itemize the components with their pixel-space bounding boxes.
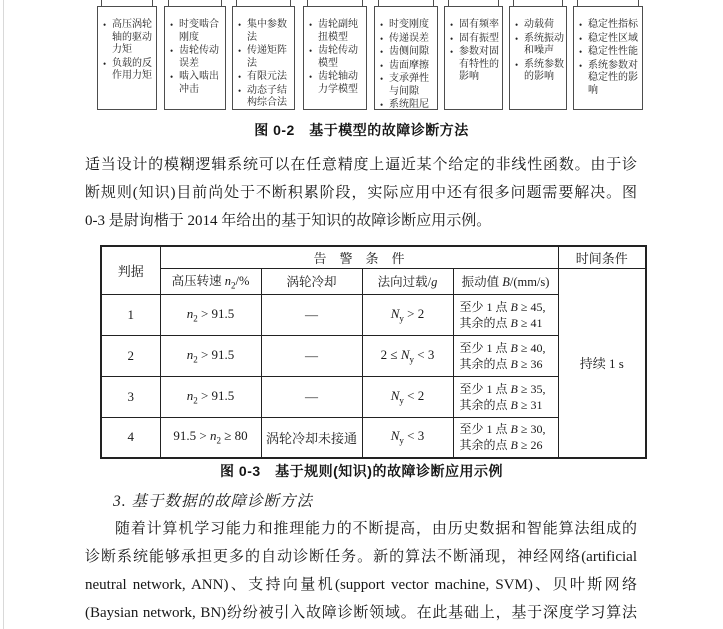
diagram-item: • 系统参数的影响 (515, 59, 565, 84)
subheader-speed: 高压转速 $n_2/\%$ (160, 268, 261, 294)
diagram-item: • 系统参数对稳定性的影响 (579, 60, 641, 98)
header-criterion: 判据 (101, 246, 160, 294)
diagram-box-list (98, 7, 156, 83)
diagram-item: • 齿轮轴动力学模型 (309, 71, 365, 96)
figure-caption-0-3: 图 0-3 基于规则(知识)的故障诊断应用示例 (220, 463, 503, 479)
diagram-item: • 系统阻尼 (380, 99, 436, 112)
diagram-box-list (233, 7, 294, 110)
text-line: 随着计算机学习能力和推理能力的不断提高，由历史数据和智能算法组成的 (115, 521, 637, 537)
text-line: 0-3 是尉询楷于 2014 年给出的基于知识的故障诊断应用示例。 (85, 213, 492, 229)
diagram-item: • 传递矩阵法 (238, 45, 293, 70)
diagram-box-list (375, 7, 437, 112)
cell-speed: $91.5 > n_2 \ge 80$ (160, 417, 261, 458)
diagram-item: • 负载的反作用力矩 (103, 58, 155, 83)
diagram-box-parameters (374, 6, 438, 110)
diagram-item: • 齿轮副纯扭模型 (309, 19, 365, 44)
cell-cooling: 涡轮冷却未接通 (261, 417, 362, 458)
cell-criterion: 3 (101, 376, 160, 417)
diagram-item: • 稳定性指标 (579, 19, 641, 32)
cell-vibration: 至少 1 点 B ≥ 30, 其余的点 B ≥ 26 (453, 417, 558, 458)
diagram-box-list (445, 7, 502, 84)
cell-cooling: — (261, 335, 362, 376)
cell-criterion: 1 (101, 294, 160, 335)
diagram-item: • 时变啮合刚度 (170, 19, 224, 44)
diagram-box-methods (232, 6, 295, 110)
cell-duration: 持续 1 s (558, 268, 646, 458)
header-alarm-conditions: 告 警 条 件 (160, 246, 558, 268)
diagram-item: • 齿轮传动模型 (309, 45, 365, 70)
diagram-box-list (574, 7, 642, 97)
figure-caption-0-2: 图 0-2 基于模型的故障诊断方法 (254, 122, 469, 138)
diagram-box-list (510, 7, 566, 84)
diagram-item: • 时变刚度 (380, 19, 436, 32)
cell-cooling: — (261, 294, 362, 335)
paragraph-data-driven (85, 515, 637, 627)
diagram-item: • 动载荷 (515, 19, 565, 32)
cell-speed: $n_2 > 91.5$ (160, 294, 261, 335)
diagram-item: • 有限元法 (238, 71, 293, 84)
diagram-box-mesh-stiffness (164, 6, 226, 110)
text-line: 适当设计的模糊逻辑系统可以在任意精度上逼近某个给定的非线性函数。由于诊 (85, 157, 637, 173)
diagram-item: • 动态子结构综合法 (238, 85, 293, 110)
cell-criterion: 2 (101, 335, 160, 376)
diagram-item: • 齿轮传动误差 (170, 45, 224, 70)
header-time-condition: 时间条件 (558, 246, 646, 268)
diagram-box-gear-models (303, 6, 367, 110)
diagram-box-excitation-torque (97, 6, 157, 110)
diagram-item: • 传递误差 (380, 33, 436, 46)
cell-speed: $n_2 > 91.5$ (160, 376, 261, 417)
diagram-item: • 固有振型 (450, 33, 501, 46)
subheader-load: 法向过载/g (362, 268, 453, 294)
subheader-cooling: 涡轮冷却 (261, 268, 362, 294)
diagram-box-dynamic-load (509, 6, 567, 110)
cell-load: $2 \le N_y < 3$ (362, 335, 453, 376)
diagram-item: • 支承弹性与间隙 (380, 73, 436, 98)
diagram-item: • 稳定性性能 (579, 46, 641, 59)
diagram-item: • 系统振动和噪声 (515, 33, 565, 58)
diagram-item: • 高压涡轮轴的驱动力矩 (103, 19, 155, 57)
cell-load: $N_y < 2$ (362, 376, 453, 417)
diagram-item: • 齿面摩擦 (380, 60, 436, 73)
diagram-item: • 固有频率 (450, 19, 501, 32)
text-line: neutral network, ANN)、支持向量机(support vector machine, SVM)、贝叶斯网络 (85, 577, 637, 593)
diagram-box-stability (573, 6, 643, 110)
text-line: 诊断系统能够承担更多的自动诊断任务。新的算法不断涌现，神经网络(artificial (85, 549, 637, 565)
diagram-box-natural-characteristics (444, 6, 503, 110)
cell-vibration: 至少 1 点 B ≥ 35, 其余的点 B ≥ 31 (453, 376, 558, 417)
cell-load: $N_y < 3$ (362, 417, 453, 458)
text-line: (Baysian network, BN)纷纷被引入故障诊断领域。在此基础上，基于深度学习算法 (85, 605, 637, 621)
section-heading: 3. 基于数据的故障诊断方法 (113, 493, 314, 510)
paragraph-fuzzy-logic (85, 151, 637, 235)
cell-vibration: 至少 1 点 B ≥ 45, 其余的点 B ≥ 41 (453, 294, 558, 335)
diagram-item: • 集中参数法 (238, 19, 293, 44)
text-line: 断规则(知识)目前尚处于不断积累阶段，实际应用中还有很多问题需要解决。图 (85, 185, 637, 201)
diagram-box-list (165, 7, 225, 96)
model-diagram (0, 0, 723, 112)
alarm-criteria-table (100, 245, 647, 459)
cell-vibration: 至少 1 点 B ≥ 40, 其余的点 B ≥ 36 (453, 335, 558, 376)
subheader-vibration: 振动值 B/(mm/s) (453, 268, 558, 294)
diagram-item: • 齿侧间隙 (380, 46, 436, 59)
diagram-box-list (304, 7, 366, 96)
diagram-item: • 啮入啮出冲击 (170, 71, 224, 96)
cell-criterion: 4 (101, 417, 160, 458)
cell-load: $N_y > 2$ (362, 294, 453, 335)
cell-speed: $n_2 > 91.5$ (160, 335, 261, 376)
diagram-item: • 稳定性区域 (579, 33, 641, 46)
diagram-item: • 参数对固有特性的影响 (450, 46, 501, 84)
cell-cooling: — (261, 376, 362, 417)
